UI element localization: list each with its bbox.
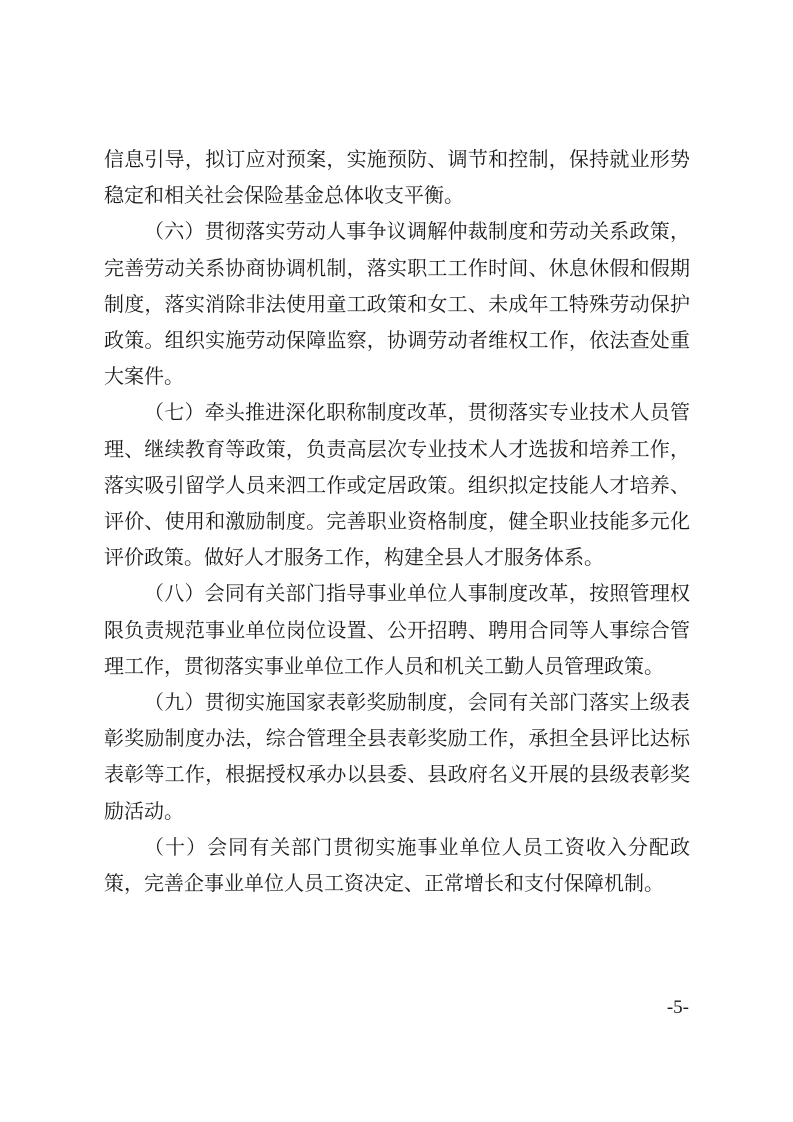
document-body xyxy=(104,141,690,901)
paragraph-continuation: 信息引导，拟订应对预案，实施预防、调节和控制，保持就业形势稳定和相关社会保险基金总体收支平衡。 xyxy=(104,147,690,208)
paragraph-item-eight: （八）会同有关部门指导事业单位人事制度改革，按照管理权限负责规范事业单位岗位设置、公开招聘、聘用合同等人事综合管理工作，贯彻落实事业单位工作人员和机关工勤人员管理政策。 xyxy=(104,581,690,678)
paragraph-item-ten: （十）会同有关部门贯彻实施事业单位人员工资收入分配政策，完善企事业单位人员工资决定、正常增长和支付保障机制。 xyxy=(104,834,690,896)
paragraph-item-nine: （九）贯彻实施国家表彰奖励制度，会同有关部门落实上级表彰奖励制度办法，综合管理全县表彰奖励工作，承担全县评比达标表彰等工作，根据授权承办以县委、县政府名义开展的县级表彰奖励活动。 xyxy=(104,690,690,823)
paragraph-item-seven: （七）牵头推进深化职称制度改革，贯彻落实专业技术人员管理、继续教育等政策，负责高层次专业技术人才选拔和培养工作，落实吸引留学人员来泗工作或定居政策。组织拟定技能人才培养、评价、使用和激励制度。完善职业资格制度，健全职业技能多元化评价政策。做好人才服务工作，构建全县人才服务体系。 xyxy=(104,400,690,570)
paragraph-item-six: （六）贯彻落实劳动人事争议调解仲裁制度和劳动关系政策，完善劳动关系协商协调机制，落实职工工作时间、休息休假和假期制度，落实消除非法使用童工政策和女工、未成年工特殊劳动保护政策。组织实施劳动保障监察，协调劳动者维权工作，依法查处重大案件。 xyxy=(104,219,690,389)
page-number: -5- xyxy=(666,997,689,1018)
